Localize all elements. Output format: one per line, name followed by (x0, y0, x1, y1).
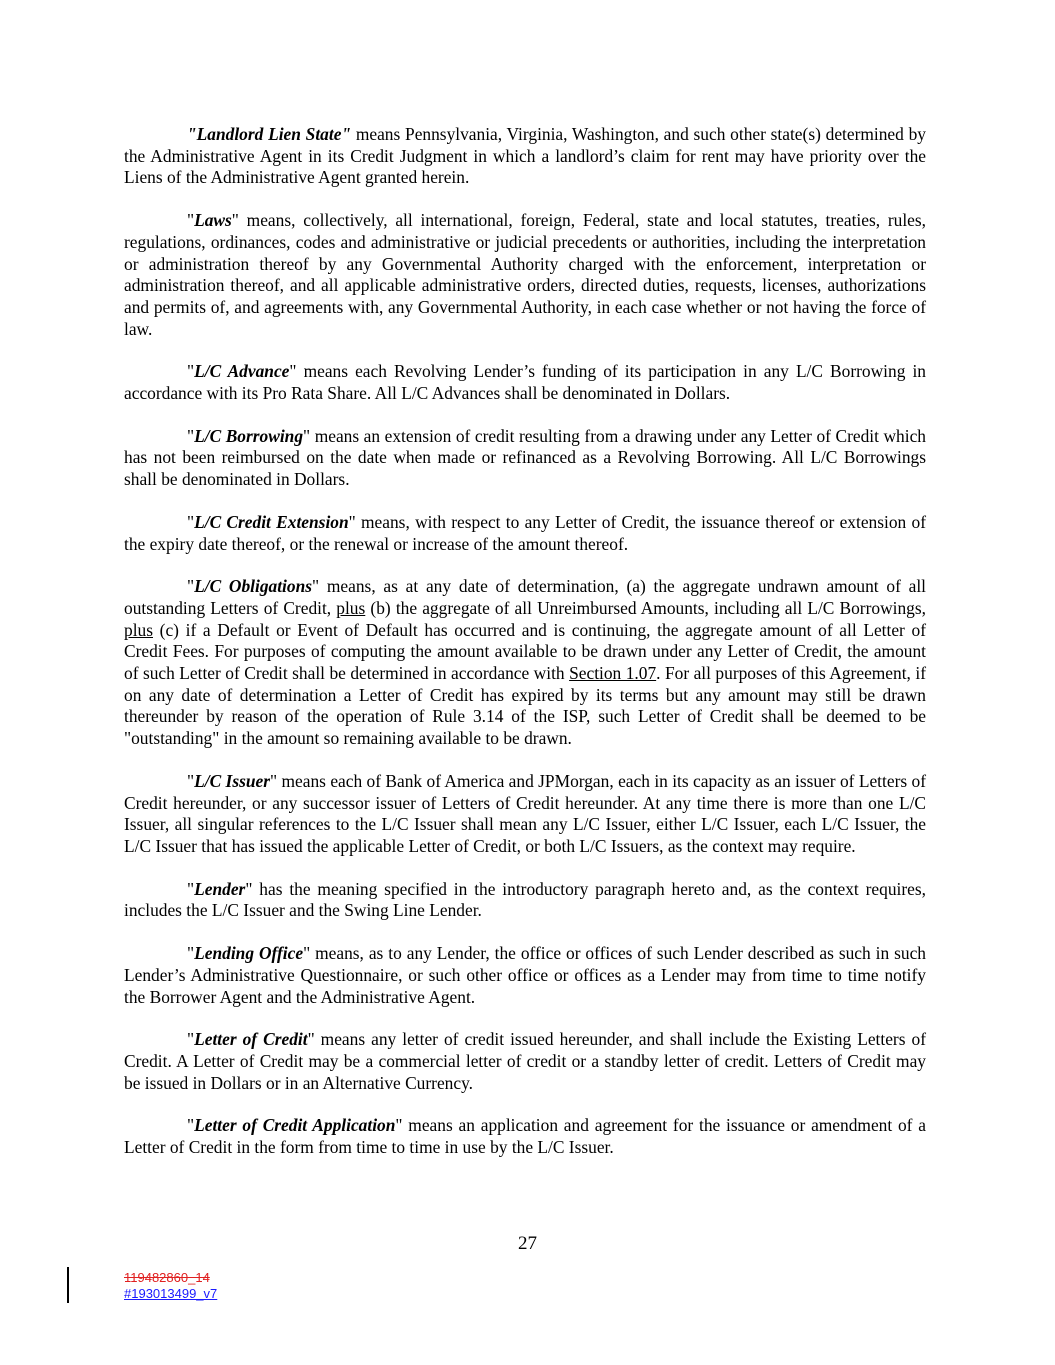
definition-lender: "Lender" has the meaning specified in the introductory paragraph hereto and, as the context requires, includes the L/C Issuer and the Swing Line Lender. (124, 878, 926, 921)
definition-lc-borrowing: "L/C Borrowing" means an extension of credit resulting from a drawing under any Letter of Credit which has not been reimbursed on the date when made or refinanced as a Revolving Borrowing. All L/C Borrowings shall be denominated in Dollars. (124, 425, 926, 490)
defined-term: Letter of Credit (194, 1029, 308, 1050)
definition-laws: "Laws" means, collectively, all international, foreign, Federal, state and local statutes, treaties, rules, regulations, ordinances, codes and administrative or judicial precedents or authorities, including the interpretation or administration thereof by any Governmental Authority charged with the enforcement, interpretation or administration thereof, and all applicable administrative orders, directed duties, requests, licenses, authorizations and permits of, and agreements with, any Governmental Authority, in each case whether or not having the force of law. (124, 210, 926, 339)
definition-landlord-lien-state (124, 124, 926, 189)
defined-term: Laws (194, 210, 232, 231)
revision-change-bar (67, 1267, 69, 1303)
definition-text: (b) the aggregate of all Unreimbursed Amounts, including all L/C Borrowings, (365, 597, 926, 618)
definition-text: means Pennsylvania, Virginia, Washington, and such other state(s) determined by the Administrative Agent in its Credit Judgment in which a landlord’s claim for rent may have priority over the Liens of the Administrative Agent granted herein. (124, 124, 926, 188)
definition-lc-issuer: "L/C Issuer" means each of Bank of America and JPMorgan, each in its capacity as an issuer of Letters of Credit hereunder, or any successor issuer of Letters of Credit hereunder. At any time there is more than one L/C Issuer, all singular references to the L/C Issuer shall mean any L/C Issuer, either L/C Issuer, each L/C Issuer, the L/C Issuer that has issued the applicable Letter of Credit, or both L/C Issuers, as the context may require. (124, 770, 926, 856)
definition-text: has the meaning specified in the introductory paragraph hereto and, as the context requires, includes the L/C Issuer and the Swing Line Lender. (124, 878, 926, 921)
page-number: 27 (518, 1233, 537, 1254)
document-body (124, 124, 926, 1180)
inserted-document-id: #193013499_v7 (124, 1286, 218, 1301)
defined-term: Lender (194, 878, 246, 899)
definition-text: means, collectively, all international, foreign, Federal, state and local statutes, treaties, rules, regulations, ordinances, codes and administrative or judicial precedents or authorities, including the interpretation or administration thereof by any Governmental Authority charged with the enforcement, interpretation or administration thereof, and all applicable administrative orders, directed duties, requests, licenses, authorizations and permits of, and agreements with, any Governmental Authority, in each case whether or not having the force of law. (124, 210, 926, 339)
definition-lc-advance: "L/C Advance" means each Revolving Lender’s funding of its participation in any L/C Borrowing in accordance with its Pro Rata Share. All L/C Advances shall be denominated in Dollars. (124, 361, 926, 404)
defined-term: Lending Office (194, 943, 304, 964)
underlined-word: plus (336, 597, 366, 618)
definition-lending-office: "Lending Office" means, as to any Lender, the office or offices of such Lender described as such in such Lender’s Administrative Questionnaire, or such other office or offices as a Lender may from time to time notify the Borrower Agent and the Administrative Agent. (124, 943, 926, 1007)
deleted-document-id: 119482860_14 (124, 1270, 210, 1285)
section-reference: Section 1.07 (569, 663, 657, 684)
defined-term: L/C Borrowing (194, 425, 304, 446)
defined-term: "Landlord Lien State" (187, 124, 352, 144)
definition-text: means, with respect to any Letter of Credit, the issuance thereof or extension of the expiry date thereof, or the renewal or increase of the amount thereof. (124, 511, 926, 554)
defined-term: L/C Credit Extension (194, 511, 349, 532)
definition-lc-credit-extension: "L/C Credit Extension" means, with respect to any Letter of Credit, the issuance thereof or extension of the expiry date thereof, or the renewal or increase of the amount thereof. (124, 511, 926, 554)
defined-term: L/C Obligations (194, 576, 313, 597)
definition-letter-of-credit: "Letter of Credit" means any letter of credit issued hereunder, and shall include the Existing Letters of Credit. A Letter of Credit may be a commercial letter of credit or a standby letter of credit. Letters of Credit may be issued in Dollars or in an Alternative Currency. (124, 1029, 926, 1093)
definition-text: means, as at any date of determination, (a) the aggregate undrawn amount of all outstanding Letters of Credit, (124, 576, 926, 618)
definition-text: means each Revolving Lender’s funding of its participation in any L/C Borrowing in accordance with its Pro Rata Share. All L/C Advances shall be denominated in Dollars. (124, 361, 926, 404)
definition-text: . For all purposes of this Agreement, if on any date of determination a Letter of Credit has expired by its terms but any amount may still be drawn thereunder by reason of the operation of Rule 3.14 of the ISP, such Letter of Credit shall be deemed to be "outstanding" in the amount so remaining available to be drawn. (124, 663, 926, 749)
defined-term: L/C Issuer (194, 770, 271, 791)
defined-term: L/C Advance (194, 361, 290, 382)
definition-letter-of-credit-application: "Letter of Credit Application" means an application and agreement for the issuance or amendment of a Letter of Credit in the form from time to time in use by the L/C Issuer. (124, 1115, 926, 1158)
underlined-word: plus (124, 619, 153, 640)
definition-text: means any letter of credit issued hereunder, and shall include the Existing Letters of Credit. A Letter of Credit may be a commercial letter of credit or a standby letter of credit. Letters of Credit may be issued in Dollars or in an Alternative Currency. (124, 1029, 926, 1093)
definition-lc-obligations: "L/C Obligations" means, as at any date of determination, (a) the aggregate undrawn amount of all outstanding Letters of Credit, plus (b) the aggregate of all Unreimbursed Amounts, including all L/C Borrowings, plus (c) if a Default or Event of Default has occurred and is continuing, the aggregate amount of all Letter of Credit Fees. For purposes of computing the amount available to be drawn under any Letter of Credit, the amount of such Letter of Credit shall be determined in accordance with Section 1.07. For all purposes of this Agreement, if on any date of determination a Letter of Credit has expired by its terms but any amount may still be drawn thereunder by reason of the operation of Rule 3.14 of the ISP, such Letter of Credit shall be deemed to be "outstanding" in the amount so remaining available to be drawn. (124, 576, 926, 749)
definition-text: means an application and agreement for the issuance or amendment of a Letter of Credit in the form from time to time in use by the L/C Issuer. (124, 1115, 926, 1158)
definition-text: means each of Bank of America and JPMorgan, each in its capacity as an issuer of Letters of Credit hereunder, or any successor issuer of Letters of Credit hereunder. At any time there is more than one L/C Issuer, all singular references to the L/C Issuer shall mean any L/C Issuer, either L/C Issuer, each L/C Issuer, the L/C Issuer that has issued the applicable Letter of Credit, or both L/C Issuers, as the context may require. (124, 770, 926, 856)
definition-text: (c) if a Default or Event of Default has occurred and is continuing, the aggregate amount of all Letter of Credit Fees. For purposes of computing the amount available to be drawn under any Letter of Credit, the amount of such Letter of Credit shall be determined in accordance with (124, 619, 926, 684)
defined-term: Letter of Credit Application (194, 1115, 396, 1136)
definition-text: means an extension of credit resulting from a drawing under any Letter of Credit which has not been reimbursed on the date when made or refinanced as a Revolving Borrowing. All L/C Borrowings shall be denominated in Dollars. (124, 425, 926, 490)
document-id-footer (124, 1270, 217, 1302)
definition-text: means, as to any Lender, the office or offices of such Lender described as such in such Lender’s Administrative Questionnaire, or such other office or offices as a Lender may from time to time notify the Borrower Agent and the Administrative Agent. (124, 943, 926, 1007)
